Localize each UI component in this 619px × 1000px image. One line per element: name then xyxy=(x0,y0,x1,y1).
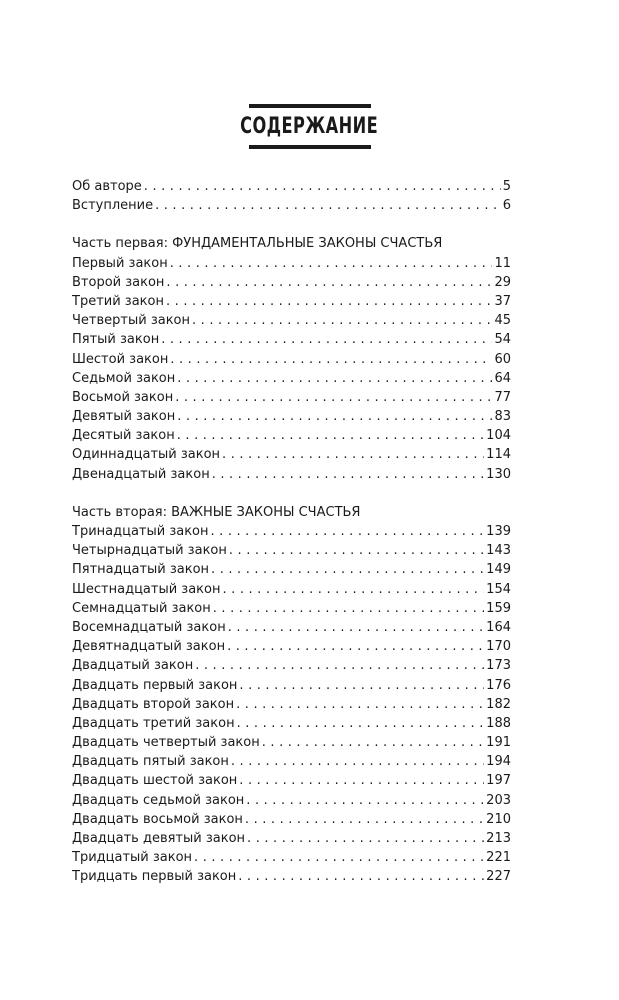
toc-entry[interactable] xyxy=(72,541,511,560)
toc-entry-label: Первый закон xyxy=(72,255,168,271)
toc-entry-page-number: 104 xyxy=(486,428,511,444)
toc-entry[interactable] xyxy=(72,196,511,215)
toc-entry[interactable] xyxy=(72,848,511,867)
toc-entry[interactable] xyxy=(72,656,511,675)
toc-entry-label: Тридцать первый закон xyxy=(72,869,237,885)
toc-entry-page-number: 173 xyxy=(486,658,511,674)
toc-entry[interactable] xyxy=(72,273,511,292)
dot-leader xyxy=(223,580,485,599)
toc-entry-page-number: 60 xyxy=(494,351,511,367)
dot-leader xyxy=(177,426,484,445)
toc-entry[interactable] xyxy=(72,426,511,445)
toc-entry[interactable] xyxy=(72,810,511,829)
toc-entry[interactable] xyxy=(72,350,511,369)
toc-entry[interactable] xyxy=(72,599,511,618)
toc-entry[interactable] xyxy=(72,330,511,349)
toc-entry-label: Шестой закон xyxy=(72,351,169,367)
toc-entry[interactable] xyxy=(72,465,511,484)
toc-entry-label: Двадцать седьмой закон xyxy=(72,792,245,808)
toc-entry-page-number: 114 xyxy=(486,447,511,463)
dot-leader xyxy=(231,752,484,771)
dot-leader xyxy=(246,791,484,810)
toc-entry-label: Восьмой закон xyxy=(72,389,174,405)
toc-entry[interactable] xyxy=(72,771,511,790)
toc-entry-page-number: 143 xyxy=(486,543,511,559)
toc-entry-page-number: 194 xyxy=(486,754,511,770)
toc-entry-page-number: 5 xyxy=(502,179,511,194)
toc-entry-label: Шестнадцатый закон xyxy=(72,581,221,597)
toc-entry[interactable] xyxy=(72,714,511,733)
dot-leader xyxy=(144,177,501,196)
toc-entry-page-number: 227 xyxy=(486,869,511,885)
toc-entry-page-number: 182 xyxy=(486,696,511,712)
toc-entry-page-number: 83 xyxy=(494,409,511,425)
dot-leader xyxy=(229,541,484,560)
toc-entry[interactable] xyxy=(72,733,511,752)
toc-entry-label: Третий закон xyxy=(72,293,164,309)
dot-leader xyxy=(211,560,484,579)
toc-entry-label: Пятый закон xyxy=(72,332,160,348)
toc-entry-label: Тридцатый закон xyxy=(72,850,193,866)
dot-leader xyxy=(211,522,485,541)
toc-entry-label: Одиннадцатый закон xyxy=(72,447,221,463)
dot-leader xyxy=(175,388,492,407)
toc-entry-label: Девятнадцатый закон xyxy=(72,639,226,655)
toc-entry[interactable] xyxy=(72,292,511,311)
toc-entry[interactable] xyxy=(72,618,511,637)
toc-entry-page-number: 54 xyxy=(494,332,511,348)
part-heading: Часть вторая: ВАЖНЫЕ ЗАКОНЫ СЧАСТЬЯ xyxy=(72,504,361,520)
page-title: СОДЕРЖАНИЕ xyxy=(240,114,379,139)
toc-entry-label: Двадцать шестой закон xyxy=(72,773,238,789)
toc-entry-label: Десятый закон xyxy=(72,428,175,444)
toc-entry[interactable] xyxy=(72,369,511,388)
toc-entry-label: Двадцатый закон xyxy=(72,658,194,674)
dot-leader xyxy=(166,273,492,292)
toc-entry[interactable] xyxy=(72,177,511,196)
toc-entry[interactable] xyxy=(72,676,511,695)
dot-leader xyxy=(227,637,484,656)
toc-title-block xyxy=(0,104,619,149)
toc-entry[interactable] xyxy=(72,388,511,407)
toc-entry[interactable] xyxy=(72,445,511,464)
dot-leader xyxy=(155,196,501,215)
toc-entry-page-number: 191 xyxy=(486,735,511,751)
dot-leader xyxy=(177,369,492,388)
dot-leader xyxy=(228,618,484,637)
toc-entry-page-number: 159 xyxy=(486,600,511,616)
toc-entry-page-number: 149 xyxy=(486,562,511,578)
toc-entry-label: Двадцать девятый закон xyxy=(72,831,246,846)
toc-entry-label: Седьмой закон xyxy=(72,370,176,386)
toc-entry-page-number: 130 xyxy=(486,466,511,482)
toc-entry-page-number: 188 xyxy=(486,715,511,731)
dot-leader xyxy=(262,733,484,752)
toc-entry-page-number: 210 xyxy=(486,811,511,827)
dot-leader xyxy=(238,867,484,886)
toc-entry-page-number: 64 xyxy=(494,370,511,386)
toc-entry-label: Двадцать первый закон xyxy=(72,677,238,693)
toc-entry-label: Двадцать третий закон xyxy=(72,715,235,731)
toc-entry-page-number: 45 xyxy=(494,313,511,329)
toc-entry-label: Семнадцатый закон xyxy=(72,600,211,616)
toc-entry-label: Пятнадцатый закон xyxy=(72,562,210,578)
toc-entry-label: Четвертый закон xyxy=(72,313,190,329)
toc-entry-page-number: 164 xyxy=(486,619,511,635)
dot-leader xyxy=(239,676,484,695)
dot-leader xyxy=(239,771,484,790)
toc-entry-page-number: 37 xyxy=(494,293,511,309)
dot-leader xyxy=(236,695,484,714)
toc-entry-page-number: 197 xyxy=(486,773,511,789)
toc-entry[interactable] xyxy=(72,560,511,579)
title-top-rule xyxy=(249,104,371,108)
dot-leader xyxy=(222,445,484,464)
toc-entry-label: Вступление xyxy=(72,198,154,214)
toc-entry-label: Об авторе xyxy=(72,179,142,194)
toc-entry-page-number: 203 xyxy=(486,792,511,808)
title-bottom-rule xyxy=(249,145,371,149)
toc-entry[interactable] xyxy=(72,752,511,771)
dot-leader xyxy=(194,848,484,867)
toc-entry-page-number: 6 xyxy=(502,198,511,214)
toc-entry-page-number: 221 xyxy=(486,850,511,866)
toc-entry-page-number: 170 xyxy=(486,639,511,655)
dot-leader xyxy=(170,350,492,369)
table-of-contents xyxy=(72,177,511,887)
dot-leader xyxy=(247,829,484,848)
toc-entry[interactable] xyxy=(72,407,511,426)
dot-leader xyxy=(166,292,492,311)
toc-entry[interactable] xyxy=(72,580,511,599)
dot-leader xyxy=(177,407,492,426)
toc-entry[interactable] xyxy=(72,522,511,541)
toc-entry-label: Второй закон xyxy=(72,274,165,290)
dot-leader xyxy=(195,656,484,675)
toc-entry-label: Двадцать четвертый закон xyxy=(72,735,260,751)
toc-entry-page-number: 11 xyxy=(494,255,511,271)
toc-entry-label: Двенадцатый закон xyxy=(72,466,210,482)
toc-entry[interactable] xyxy=(72,695,511,714)
toc-entry-label: Тринадцатый закон xyxy=(72,524,209,539)
toc-entry[interactable] xyxy=(72,867,511,886)
dot-leader xyxy=(192,311,492,330)
toc-entry-label: Восемнадцатый закон xyxy=(72,619,226,635)
dot-leader xyxy=(170,254,493,273)
toc-entry-page-number: 139 xyxy=(486,524,511,539)
toc-entry-label: Двадцать второй закон xyxy=(72,696,235,712)
toc-entry[interactable] xyxy=(72,254,511,273)
toc-entry-label: Двадцать восьмой закон xyxy=(72,811,243,827)
toc-entry-label: Двадцать пятый закон xyxy=(72,754,229,770)
toc-entry-page-number: 29 xyxy=(494,274,511,290)
toc-entry-page-number: 77 xyxy=(494,389,511,405)
dot-leader xyxy=(212,465,484,484)
toc-entry[interactable] xyxy=(72,829,511,848)
toc-entry[interactable] xyxy=(72,311,511,330)
toc-entry-label: Четырнадцатый закон xyxy=(72,543,227,559)
part-heading: Часть первая: ФУНДАМЕНТАЛЬНЫЕ ЗАКОНЫ СЧАСТЬЯ xyxy=(72,236,443,252)
dot-leader xyxy=(245,810,484,829)
toc-entry[interactable] xyxy=(72,791,511,810)
dot-leader xyxy=(213,599,484,618)
dot-leader xyxy=(237,714,485,733)
toc-entry-label: Девятый закон xyxy=(72,409,176,425)
toc-entry[interactable] xyxy=(72,637,511,656)
toc-entry-page-number: 154 xyxy=(486,581,511,597)
toc-entry-page-number: 213 xyxy=(486,831,511,846)
dot-leader xyxy=(161,330,492,349)
toc-entry-page-number: 176 xyxy=(486,677,511,693)
